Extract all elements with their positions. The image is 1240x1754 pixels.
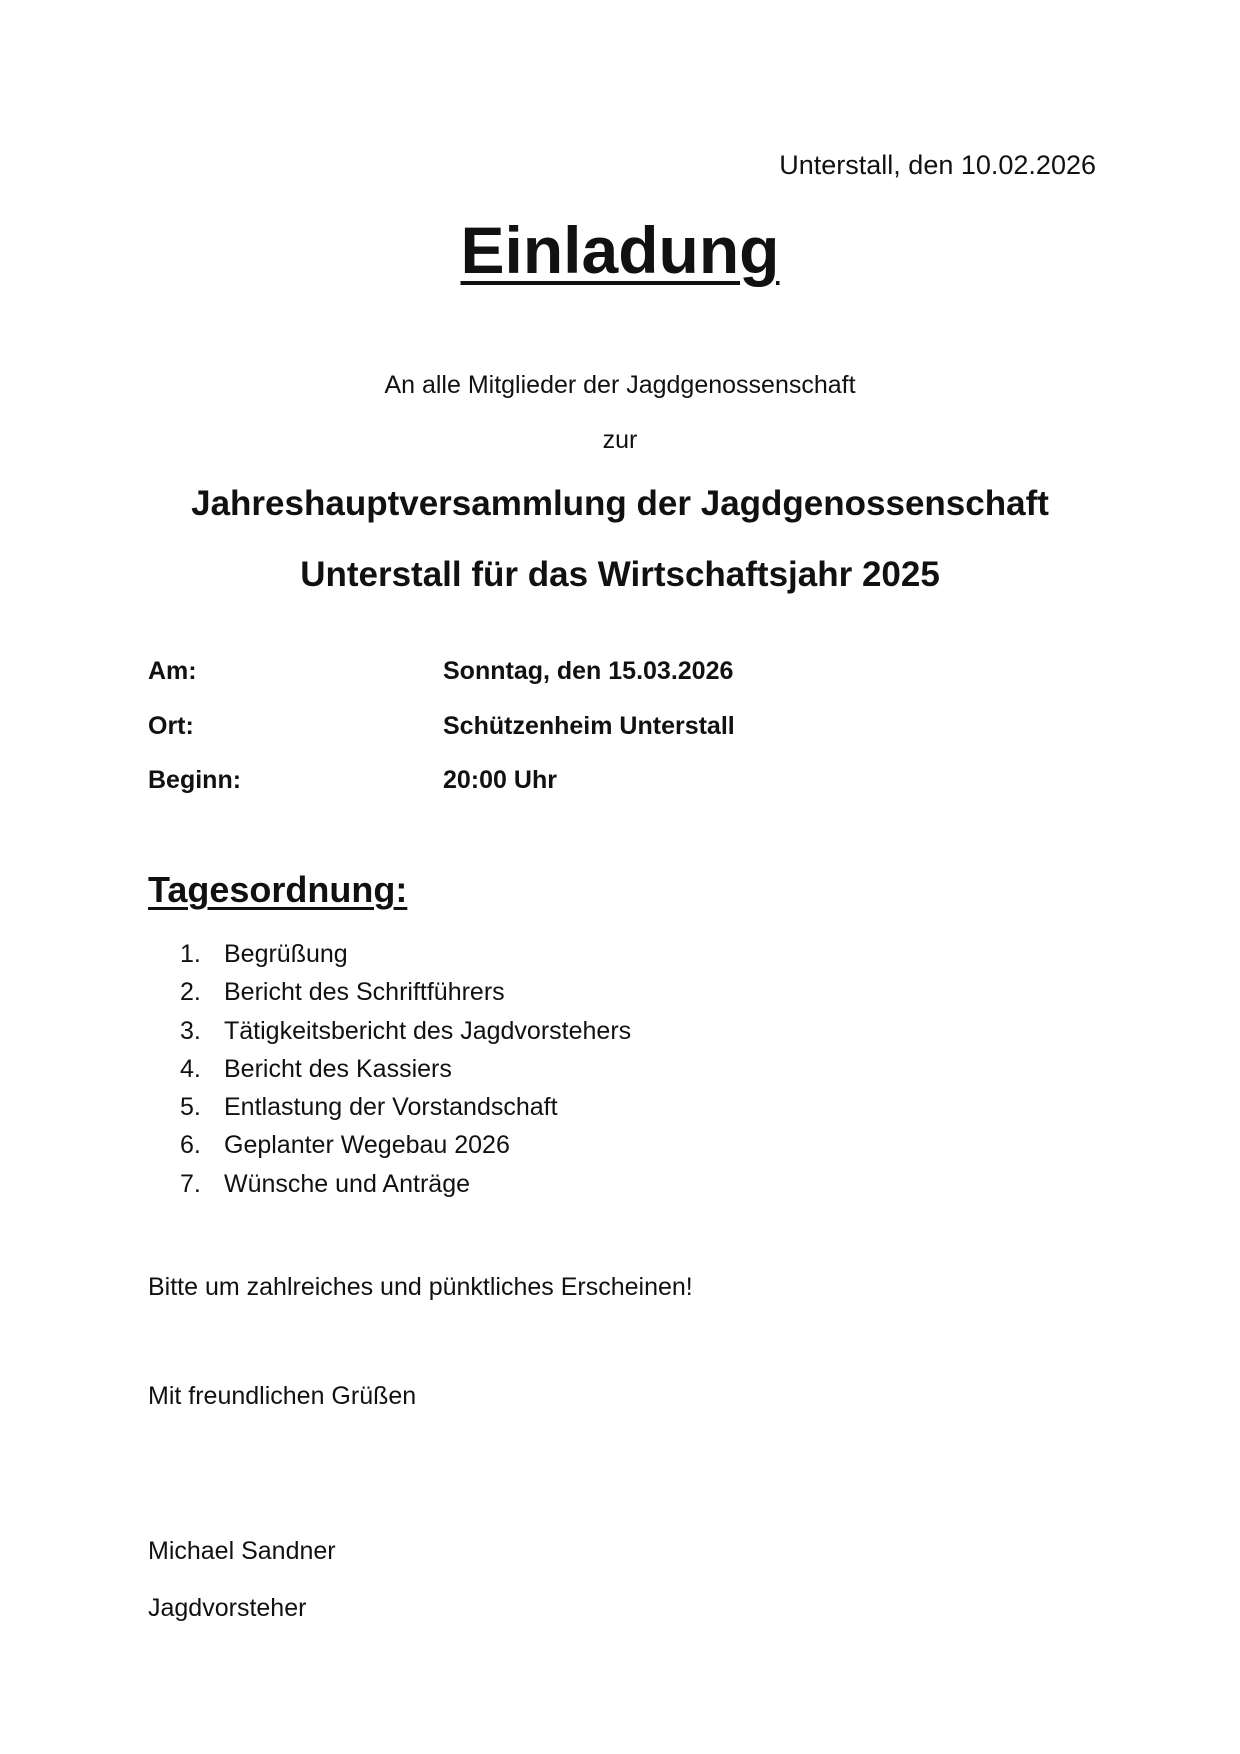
agenda-item-number: 6. — [180, 1131, 201, 1160]
closing-request: Bitte um zahlreiches und pünktliches Erscheinen! — [148, 1273, 693, 1301]
recipients-line: An alle Mitglieder der Jagdgenossenschaft — [384, 371, 856, 399]
agenda-list — [180, 935, 631, 1203]
signer-role: Jagdvorsteher — [148, 1594, 307, 1622]
location-value: Schützenheim Unterstall — [443, 712, 735, 740]
agenda-item-number: 7. — [180, 1169, 201, 1198]
meeting-headline-line2: Unterstall für das Wirtschaftsjahr 2025 — [300, 555, 940, 594]
agenda-item — [180, 1050, 631, 1088]
agenda-item-text: Wünsche und Anträge — [224, 1169, 470, 1198]
agenda-item-text: Geplanter Wegebau 2026 — [224, 1131, 510, 1160]
location-label: Ort: — [148, 712, 194, 740]
start-time-label: Beginn: — [148, 766, 242, 794]
document-title: Einladung — [460, 213, 780, 287]
agenda-item-number: 1. — [180, 940, 201, 968]
agenda-item-number: 2. — [180, 978, 201, 1007]
agenda-item — [180, 935, 631, 973]
agenda-item-text: Bericht des Schriftführers — [224, 978, 505, 1007]
connector-text: zur — [602, 426, 638, 454]
agenda-item-text: Entlastung der Vorstandschaft — [224, 1093, 558, 1122]
agenda-item — [180, 1012, 631, 1050]
agenda-item-text: Bericht des Kassiers — [224, 1054, 452, 1083]
meeting-headline-line1: Jahreshauptversammlung der Jagdgenossenschaft — [191, 484, 1049, 523]
agenda-item — [180, 973, 631, 1011]
start-time-value: 20:00 Uhr — [443, 766, 557, 794]
date-value: Sonntag, den 15.03.2026 — [443, 657, 734, 685]
agenda-item-text: Begrüßung — [224, 940, 348, 968]
signer-name: Michael Sandner — [148, 1537, 336, 1565]
agenda-item-number: 3. — [180, 1016, 201, 1045]
date-label: Am: — [148, 657, 197, 685]
agenda-heading: Tagesordnung: — [148, 869, 408, 910]
greeting: Mit freundlichen Grüßen — [148, 1382, 417, 1410]
agenda-item-text: Tätigkeitsbericht des Jagdvorstehers — [224, 1016, 632, 1045]
place-date: Unterstall, den 10.02.2026 — [779, 150, 1096, 180]
agenda-item — [180, 1165, 631, 1203]
agenda-item — [180, 1088, 631, 1126]
agenda-item-number: 5. — [180, 1093, 201, 1122]
agenda-item — [180, 1126, 631, 1164]
agenda-item-number: 4. — [180, 1054, 201, 1083]
